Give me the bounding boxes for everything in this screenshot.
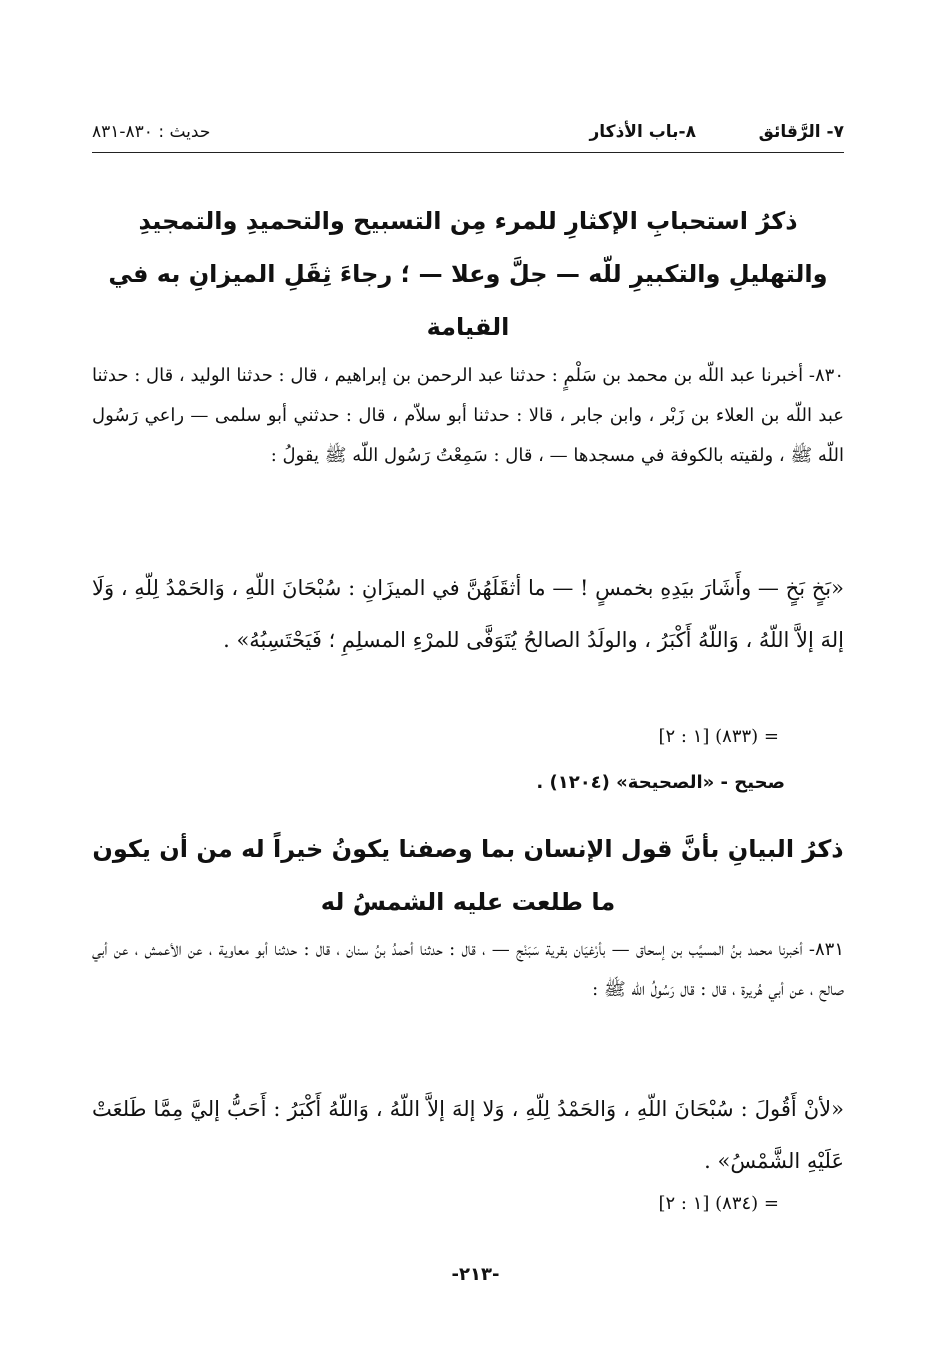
hadith-range: حديث : ٨٣٠-٨٣١ (92, 122, 211, 142)
cross-reference-831: = (٨٣٤) [١ : ٢] (658, 1193, 779, 1214)
hadith-text-830: «بَخٍ بَخٍ — وأَشَارَ بيَدِهِ بخمسٍ ! — ما أثقَلَهُنَّ في الميزَانِ : سُبْحَانَ اللّهِ ، وَالحَمْدُ لِلّهِ ، وَلَا إلهَ إلاَّ اللّهُ ، وَاللّهُ أَكْبَرُ ، والولَدُ الصالحُ يُتَوَفَّى للمرْءِ المسلِمِ ؛ فَيَحْتَسِبُهُ» . (92, 576, 844, 652)
page-number: -٢١٣- (451, 1264, 500, 1285)
running-header (92, 118, 844, 153)
authenticity-grade-830: صحيح - «الصحيحة» (١٢٠٤) . (536, 772, 785, 793)
isnad-paragraph-830: ٨٣٠- أخبرنا عبد اللّه بن محمد بن سَلْمٍ : حدثنا عبد الرحمن بن إبراهيم ، قال : حدثنا الوليد ، قال : حدثنا عبد اللّه بن العلاء بن زَبْر ، وابن جابر ، قالا : حدثنا أبو سلاّم ، قال : حدثني أبو سلمى — راعي رَسُول اللّه ﷺ ، ولقيته بالكوفة في مسجدها — ، قال : سَمِعْتُ رَسُول اللّه ﷺ يقولُ : (92, 365, 844, 466)
section-title: ٨-باب الأذكار (589, 122, 696, 142)
cross-reference-830: = (٨٣٣) [١ : ٢] (658, 726, 779, 747)
hadith-text-831: «لأنْ أَقُولَ : سُبْحَانَ اللّهِ ، وَالحَمْدُ لِلّهِ ، وَلا إلهَ إلاَّ اللّهُ ، وَاللّهُ أَكْبَرُ : أَحَبُّ إليَّ مِمَّا طَلعَتْ عَلَيْهِ الشَّمْسُ» . (92, 1097, 844, 1173)
isnad-paragraph-831: ٨٣١- أخبرنا محمد بنُ المسيَّب بن إسحاق — بأرْغيَان بقرية سَبَنْج — ، قال : حدثنا أحمدُ بنُ سنان ، قال : حدثنا أبو معاوية ، عن الأعمش ، عن أبي صالح ، عن أبي هُريرة ، قال : قال رَسُولُ اللّه ﷺ : (92, 939, 844, 1000)
section-heading-2: ذكرُ البيانِ بأنَّ قول الإنسان بما وصفنا يكونُ خيراً له من أن يكون ما طلعت عليه الشمسُ له (92, 835, 844, 916)
chapter-title: ٧- الرَّقائق (758, 122, 844, 142)
section-heading-1: ذكرُ استحبابِ الإكثارِ للمرء مِن التسبيح والتحميدِ والتمجيدِ والتهليلِ والتكبيرِ للّه — جلَّ وعلا — ؛ رجاءَ ثِقَلِ الميزانِ به في القيامة (108, 207, 828, 341)
